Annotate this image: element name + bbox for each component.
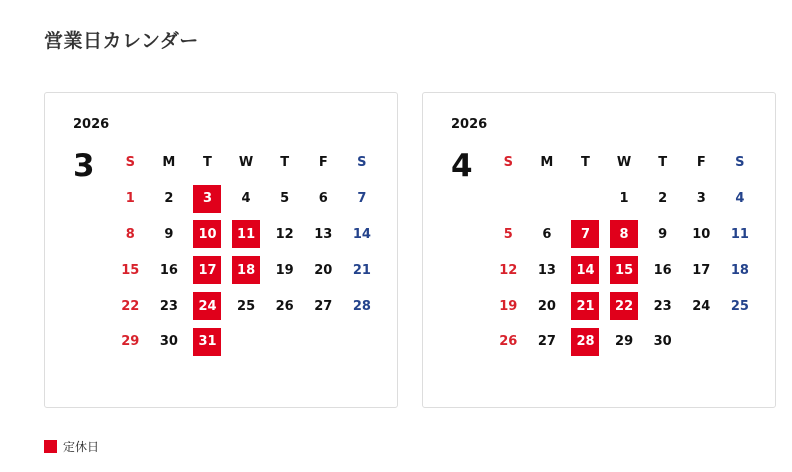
day-number: 21 [571,292,599,320]
day-cell [643,324,682,360]
closed-day-cell [605,288,644,324]
day-number: 16 [159,262,178,278]
day-number: 27 [537,334,556,350]
day-cell [605,181,644,217]
day-number: 4 [735,191,745,207]
day-number: 6 [542,226,552,242]
day-cell [721,181,760,217]
day-number: 14 [571,256,599,284]
day-cell [111,288,150,324]
day-cell [721,252,760,288]
day-cell [528,252,567,288]
calendar-card-april [422,92,776,408]
empty-cell [528,181,567,217]
day-number: 17 [692,262,711,278]
page-title: 営業日カレンダー [44,30,199,52]
day-cell [605,324,644,360]
day-number: 3 [193,185,221,213]
day-cell [643,288,682,324]
day-number: 19 [499,298,518,314]
day-number: 1 [125,191,135,207]
calendar-month: 4 [451,148,473,184]
day-cell [304,217,343,253]
day-cell [111,252,150,288]
day-number: 15 [610,256,638,284]
day-number: 26 [499,334,518,350]
day-number: 10 [193,220,221,248]
day-cell [682,252,721,288]
day-number: 2 [164,191,174,207]
day-cell [643,217,682,253]
day-cell [227,181,266,217]
day-number: 17 [193,256,221,284]
day-number: 29 [121,334,140,350]
day-cell [265,288,304,324]
legend-label: 定休日 [63,440,100,454]
legend [44,438,99,455]
day-cell [265,217,304,253]
closed-day-cell [605,217,644,253]
calendar-grid [489,145,759,360]
day-cell [304,288,343,324]
day-cell [682,217,721,253]
day-number: 4 [241,191,251,207]
day-cell [721,217,760,253]
closed-day-cell [188,217,227,253]
day-number: 20 [314,262,333,278]
closed-day-cell [227,252,266,288]
day-cell [343,217,382,253]
day-cell [111,217,150,253]
day-number: 27 [314,298,333,314]
day-cell [150,217,189,253]
day-cell [343,181,382,217]
day-number: 28 [571,328,599,356]
day-number: 23 [159,298,178,314]
closed-day-cell [188,324,227,360]
weekday-header: W [238,155,254,171]
day-number: 13 [537,262,556,278]
day-number: 11 [232,220,260,248]
day-number: 1 [619,191,629,207]
day-cell [265,181,304,217]
day-number: 7 [357,191,367,207]
day-cell [643,181,682,217]
day-cell [227,288,266,324]
day-cell [643,252,682,288]
weekday-header: W [616,155,632,171]
day-cell [265,252,304,288]
day-cell [528,217,567,253]
weekday-header: S [357,155,367,171]
day-number: 21 [352,262,371,278]
weekday-header: S [735,155,745,171]
closed-day-cell [188,181,227,217]
day-number: 26 [275,298,294,314]
day-number: 2 [658,191,668,207]
closed-day-cell [188,252,227,288]
closed-day-cell [566,252,605,288]
weekday-header: M [162,155,176,171]
day-number: 15 [121,262,140,278]
calendar-grid [111,145,381,360]
weekday-header: S [503,155,513,171]
closed-day-cell [566,288,605,324]
day-number: 5 [503,226,513,242]
day-number: 8 [125,226,135,242]
day-number: 6 [318,191,328,207]
day-number: 14 [352,226,371,242]
day-cell [111,181,150,217]
closed-day-cell [566,324,605,360]
day-number: 8 [610,220,638,248]
day-number: 25 [730,298,749,314]
day-number: 20 [537,298,556,314]
day-cell [489,252,528,288]
day-cell [150,252,189,288]
closed-day-cell [566,217,605,253]
day-cell [489,324,528,360]
calendar-year: 2026 [451,117,488,132]
calendar-year: 2026 [73,117,110,132]
day-number: 18 [730,262,749,278]
day-number: 12 [275,226,294,242]
day-cell [304,252,343,288]
day-number: 28 [352,298,371,314]
empty-cell [489,181,528,217]
day-cell [682,181,721,217]
weekday-header: F [696,155,706,171]
day-number: 24 [692,298,711,314]
day-cell [343,288,382,324]
day-number: 10 [692,226,711,242]
day-number: 13 [314,226,333,242]
weekday-header: T [203,155,212,171]
day-number: 3 [696,191,706,207]
weekday-header: T [581,155,590,171]
closed-day-cell [227,217,266,253]
day-number: 22 [121,298,140,314]
day-cell [343,252,382,288]
day-cell [528,288,567,324]
day-number: 9 [164,226,174,242]
day-number: 23 [653,298,672,314]
weekday-header: M [540,155,554,171]
day-cell [150,324,189,360]
weekday-header: T [280,155,290,171]
weekday-header: S [125,155,135,171]
day-number: 30 [653,334,672,350]
closed-day-cell [188,288,227,324]
day-number: 9 [658,226,668,242]
day-number: 11 [730,226,749,242]
day-cell [150,181,189,217]
closed-day-cell [605,252,644,288]
empty-cell [566,181,605,217]
day-number: 19 [275,262,294,278]
day-cell [150,288,189,324]
calendar-month: 3 [73,148,95,184]
day-cell [721,288,760,324]
day-cell [489,217,528,253]
day-cell [111,324,150,360]
day-number: 30 [159,334,178,350]
day-number: 24 [193,292,221,320]
day-number: 29 [615,334,634,350]
day-number: 18 [232,256,260,284]
closed-day-swatch [44,440,57,453]
day-number: 25 [237,298,256,314]
weekday-header: T [658,155,668,171]
day-cell [489,288,528,324]
day-number: 31 [193,328,221,356]
day-number: 16 [653,262,672,278]
day-number: 7 [571,220,599,248]
day-number: 12 [499,262,518,278]
day-cell [304,181,343,217]
day-number: 5 [280,191,290,207]
weekday-header: F [318,155,328,171]
day-number: 22 [610,292,638,320]
day-cell [682,288,721,324]
day-cell [528,324,567,360]
calendar-card-march [44,92,398,408]
